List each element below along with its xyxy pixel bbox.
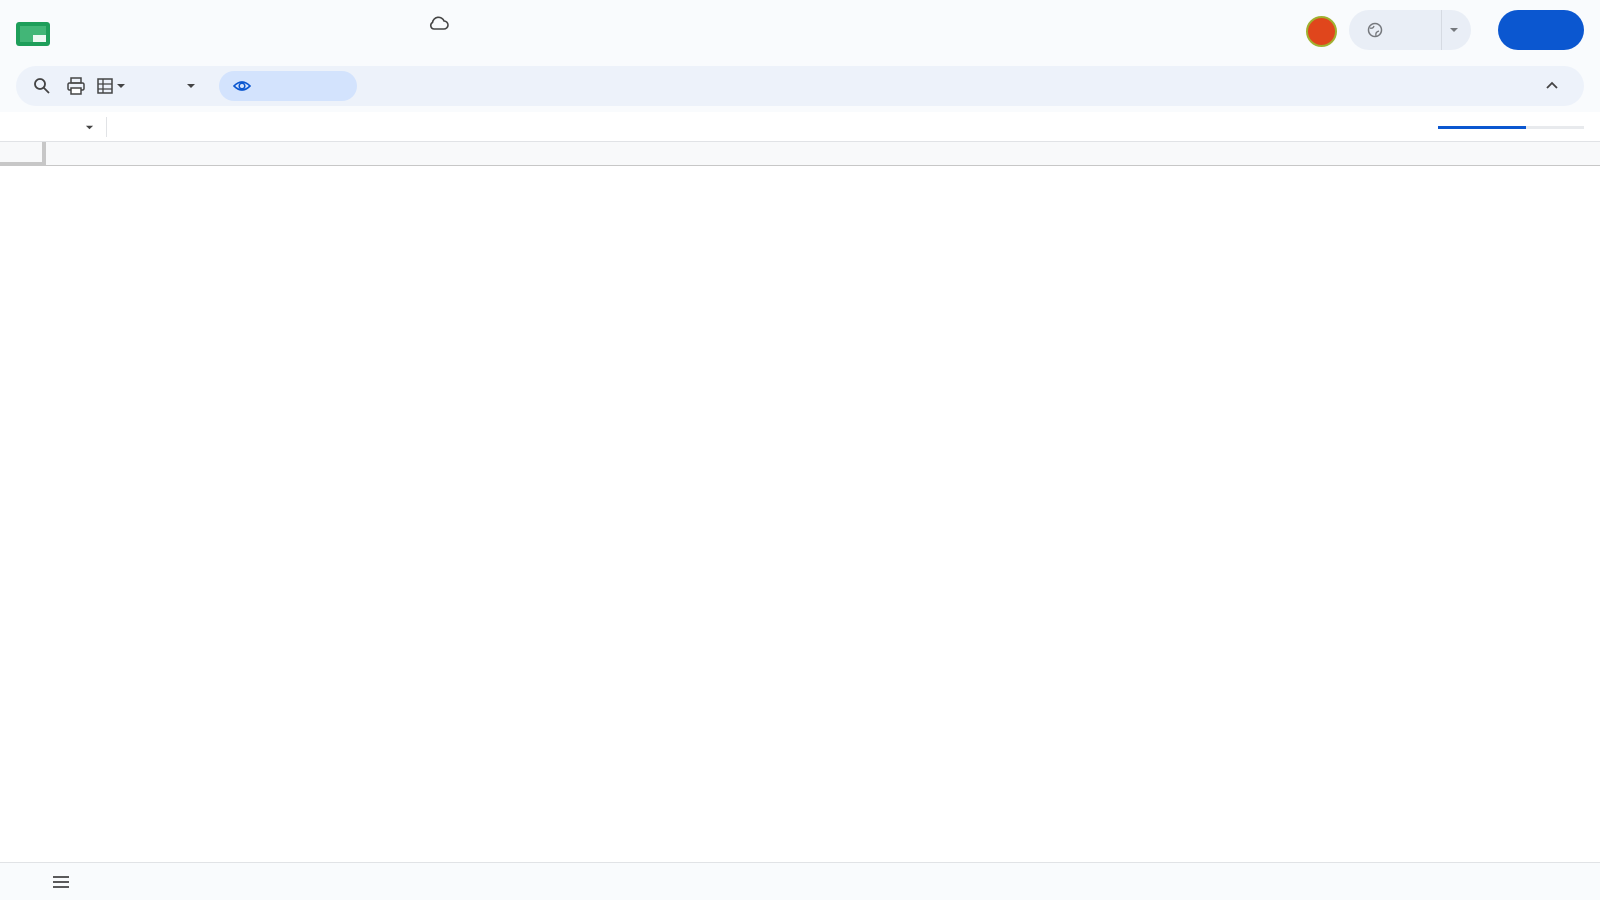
column-headers [0,142,1600,166]
search-icon[interactable] [32,76,52,96]
sheets-logo-icon[interactable] [16,20,50,48]
formula-divider [106,117,107,137]
title-bar [0,0,1600,64]
all-sheets-menu-icon[interactable] [52,874,70,890]
spreadsheet-grid[interactable] [0,142,1600,862]
chevron-down-icon[interactable] [116,81,126,91]
paint-format-icon[interactable] [96,76,116,96]
toolbar [16,66,1584,106]
sheet-tab-bar [0,862,1600,900]
loading-bar-fill [1438,126,1526,129]
formula-bar [0,112,1600,142]
chevron-down-icon[interactable] [1449,25,1459,35]
chevron-up-icon[interactable] [1544,78,1560,94]
share-button[interactable] [1349,10,1471,50]
sign-in-button[interactable] [1498,10,1584,50]
print-icon[interactable] [66,76,86,96]
avatar[interactable] [1306,16,1337,47]
loading-bar [1438,126,1584,129]
eye-icon [233,77,251,95]
share-divider [1441,10,1442,50]
chevron-down-icon[interactable] [186,81,196,91]
cloud-saved-icon[interactable] [428,14,450,32]
view-only-button[interactable] [219,71,357,101]
chevron-down-icon[interactable] [85,123,94,132]
globe-icon [1367,22,1383,38]
select-all-corner[interactable] [0,142,46,166]
